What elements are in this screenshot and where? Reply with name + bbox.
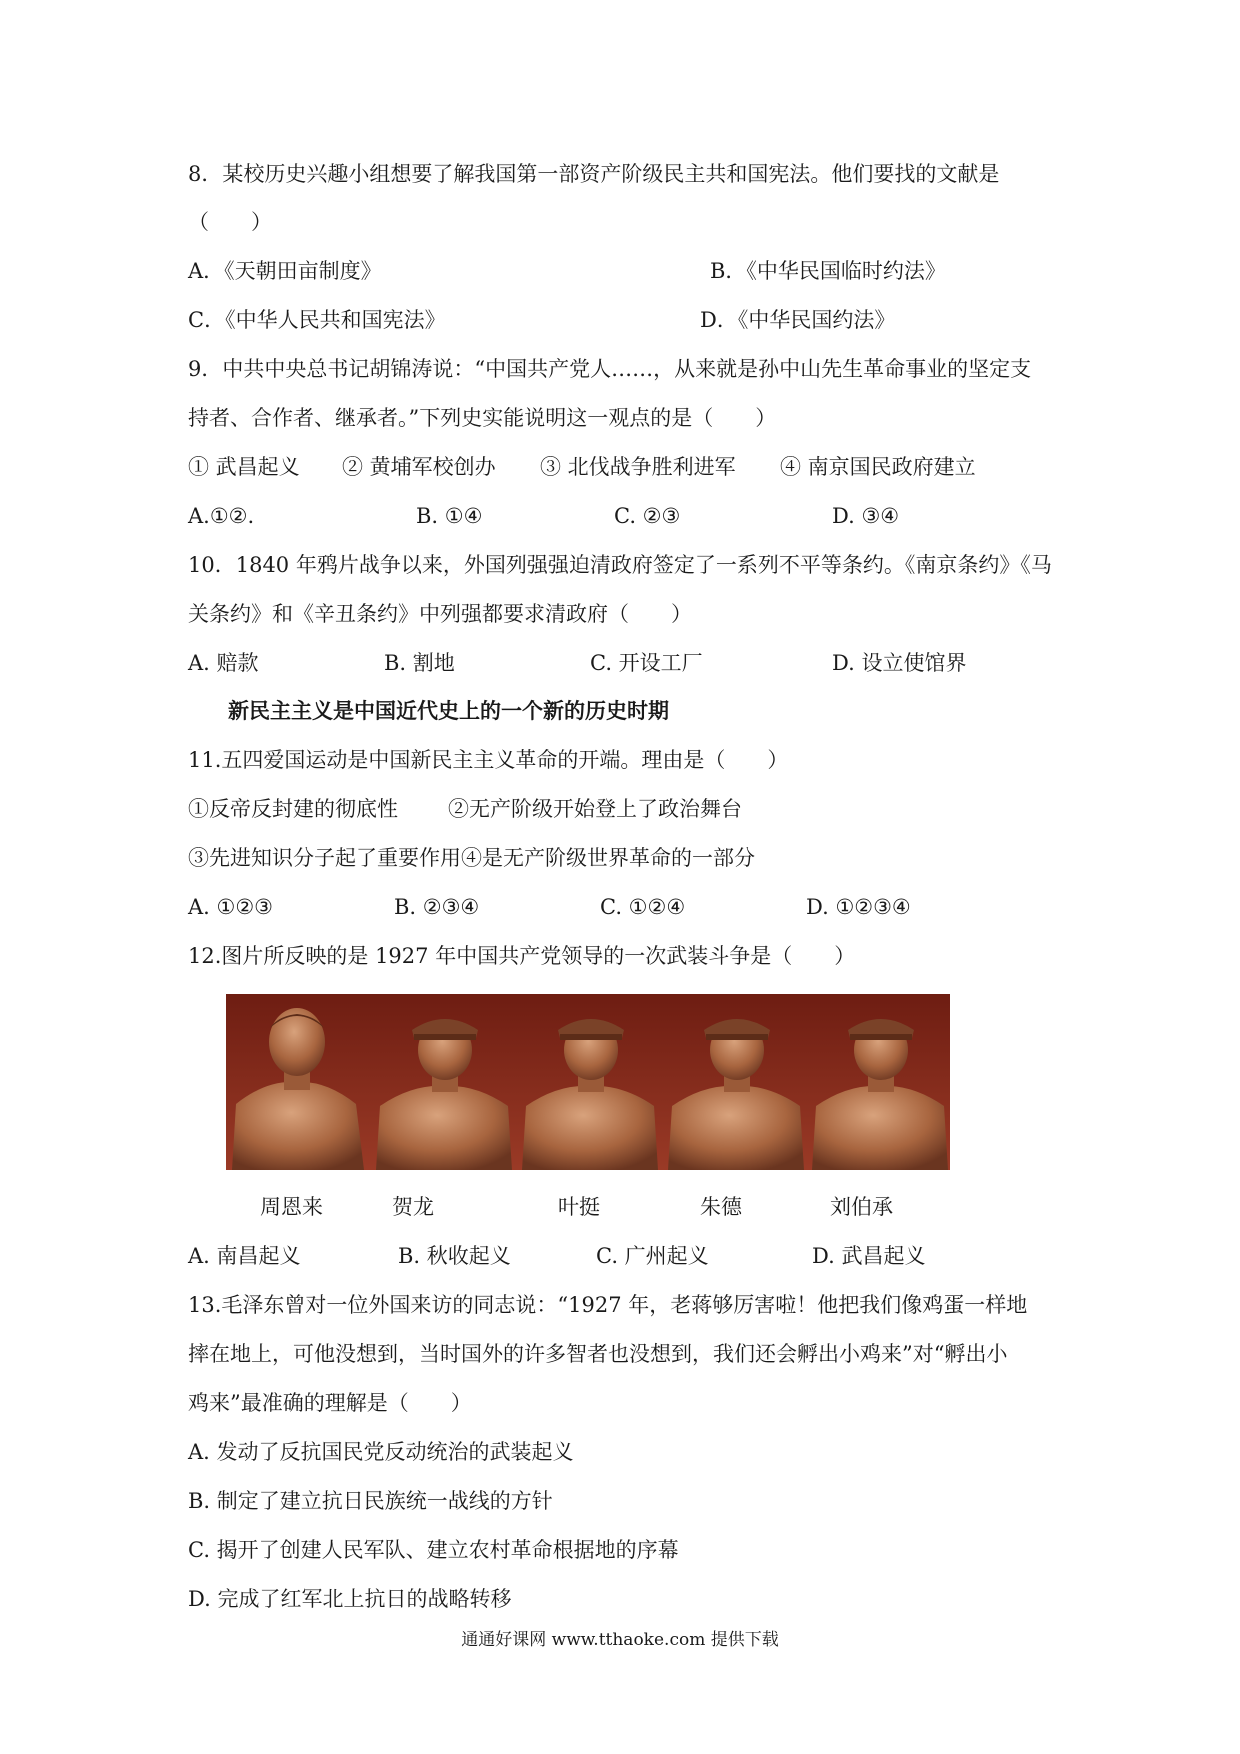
q9-option-d: D. ③④ bbox=[832, 504, 900, 528]
q13-stem-line2: 摔在地上，可他没想到，当时国外的许多智者也没想到，我们还会孵出小鸡来”对“孵出小 bbox=[188, 1342, 1008, 1366]
q13-stem-line3: 鸡来”最准确的理解是（ ） bbox=[188, 1391, 472, 1415]
busts-illustration bbox=[226, 994, 950, 1170]
q10-option-a: A. 赔款 bbox=[188, 651, 259, 675]
q11-item-2: ②无产阶级开始登上了政治舞台 bbox=[448, 797, 742, 821]
q13-stem-line1: 13.毛泽东曾对一位外国来访的同志说：“1927 年，老蒋够厉害啦！他把我们像鸡蛋一样地 bbox=[188, 1293, 1028, 1317]
q9-stem-line1: 9．中共中央总书记胡锦涛说：“中国共产党人……，从来就是孙中山先生革命事业的坚定支 bbox=[188, 357, 1032, 381]
caption-3: 叶挺 bbox=[558, 1195, 600, 1219]
q9-item-2: ② 黄埔军校创办 bbox=[342, 455, 496, 479]
q8-option-c: C．《中华人民共和国宪法》 bbox=[188, 308, 446, 332]
q10-option-c: C. 开设工厂 bbox=[590, 651, 703, 675]
caption-4: 朱德 bbox=[700, 1195, 742, 1219]
q9-option-b: B. ①④ bbox=[416, 504, 483, 528]
generals-busts-photo bbox=[226, 994, 950, 1170]
q12-option-d: D. 武昌起义 bbox=[812, 1244, 926, 1268]
q12-stem: 12.图片所反映的是 1927 年中国共产党领导的一次武装斗争是（ ） bbox=[188, 944, 856, 968]
q10-option-b: B. 割地 bbox=[384, 651, 455, 675]
q9-item-4: ④ 南京国民政府建立 bbox=[780, 455, 976, 479]
q13-option-b: B. 制定了建立抗日民族统一战线的方针 bbox=[188, 1489, 553, 1513]
q12-option-a: A. 南昌起义 bbox=[188, 1244, 301, 1268]
q11-option-a: A. ①②③ bbox=[188, 895, 273, 919]
q10-stem-line1: 10．1840 年鸦片战争以来，外国列强强迫清政府签定了一系列不平等条约。《南京条约》《马 bbox=[188, 553, 1052, 577]
q8-blank: （ ） bbox=[188, 210, 272, 234]
q9-item-3: ③ 北伐战争胜利进军 bbox=[540, 455, 736, 479]
q12-option-b: B. 秋收起义 bbox=[398, 1244, 511, 1268]
page-footer: 通通好课网 www.tthaoke.com 提供下载 bbox=[461, 1630, 779, 1650]
q13-option-d: D. 完成了红军北上抗日的战略转移 bbox=[188, 1587, 512, 1611]
q13-option-c: C. 揭开了创建人民军队、建立农村革命根据地的序幕 bbox=[188, 1538, 679, 1562]
q10-option-d: D. 设立使馆界 bbox=[832, 651, 967, 675]
q9-option-a: A.①②. bbox=[188, 504, 255, 528]
q11-option-d: D. ①②③④ bbox=[806, 895, 911, 919]
q9-stem-line2: 持者、合作者、继承者。”下列史实能说明这一观点的是（ ） bbox=[188, 406, 777, 430]
q11-items-line2: ③先进知识分子起了重要作用④是无产阶级世界革命的一部分 bbox=[188, 846, 755, 870]
q11-option-b: B. ②③④ bbox=[394, 895, 480, 919]
q8-stem: 8．某校历史兴趣小组想要了解我国第一部资产阶级民主共和国宪法。他们要找的文献是 bbox=[188, 162, 1000, 186]
q10-stem-line2: 关条约》和《辛丑条约》中列强都要求清政府（ ） bbox=[188, 602, 692, 626]
q8-option-d: D．《中华民国约法》 bbox=[700, 308, 896, 332]
q8-option-a: A．《天朝田亩制度》 bbox=[188, 259, 382, 283]
caption-5: 刘伯承 bbox=[830, 1195, 893, 1219]
q8-option-b: B．《中华民国临时约法》 bbox=[710, 259, 946, 283]
q11-stem: 11.五四爱国运动是中国新民主主义革命的开端。理由是（ ） bbox=[188, 748, 789, 772]
q12-option-c: C. 广州起义 bbox=[596, 1244, 709, 1268]
caption-2: 贺龙 bbox=[392, 1195, 434, 1219]
q13-option-a: A. 发动了反抗国民党反动统治的武装起义 bbox=[188, 1440, 574, 1464]
q11-item-1: ①反帝反封建的彻底性 bbox=[188, 797, 398, 821]
caption-1: 周恩来 bbox=[260, 1195, 323, 1219]
q9-item-1: ① 武昌起义 bbox=[188, 455, 300, 479]
section-heading: 新民主主义是中国近代史上的一个新的历史时期 bbox=[228, 698, 669, 723]
q9-option-c: C. ②③ bbox=[614, 504, 681, 528]
q11-option-c: C. ①②④ bbox=[600, 895, 686, 919]
